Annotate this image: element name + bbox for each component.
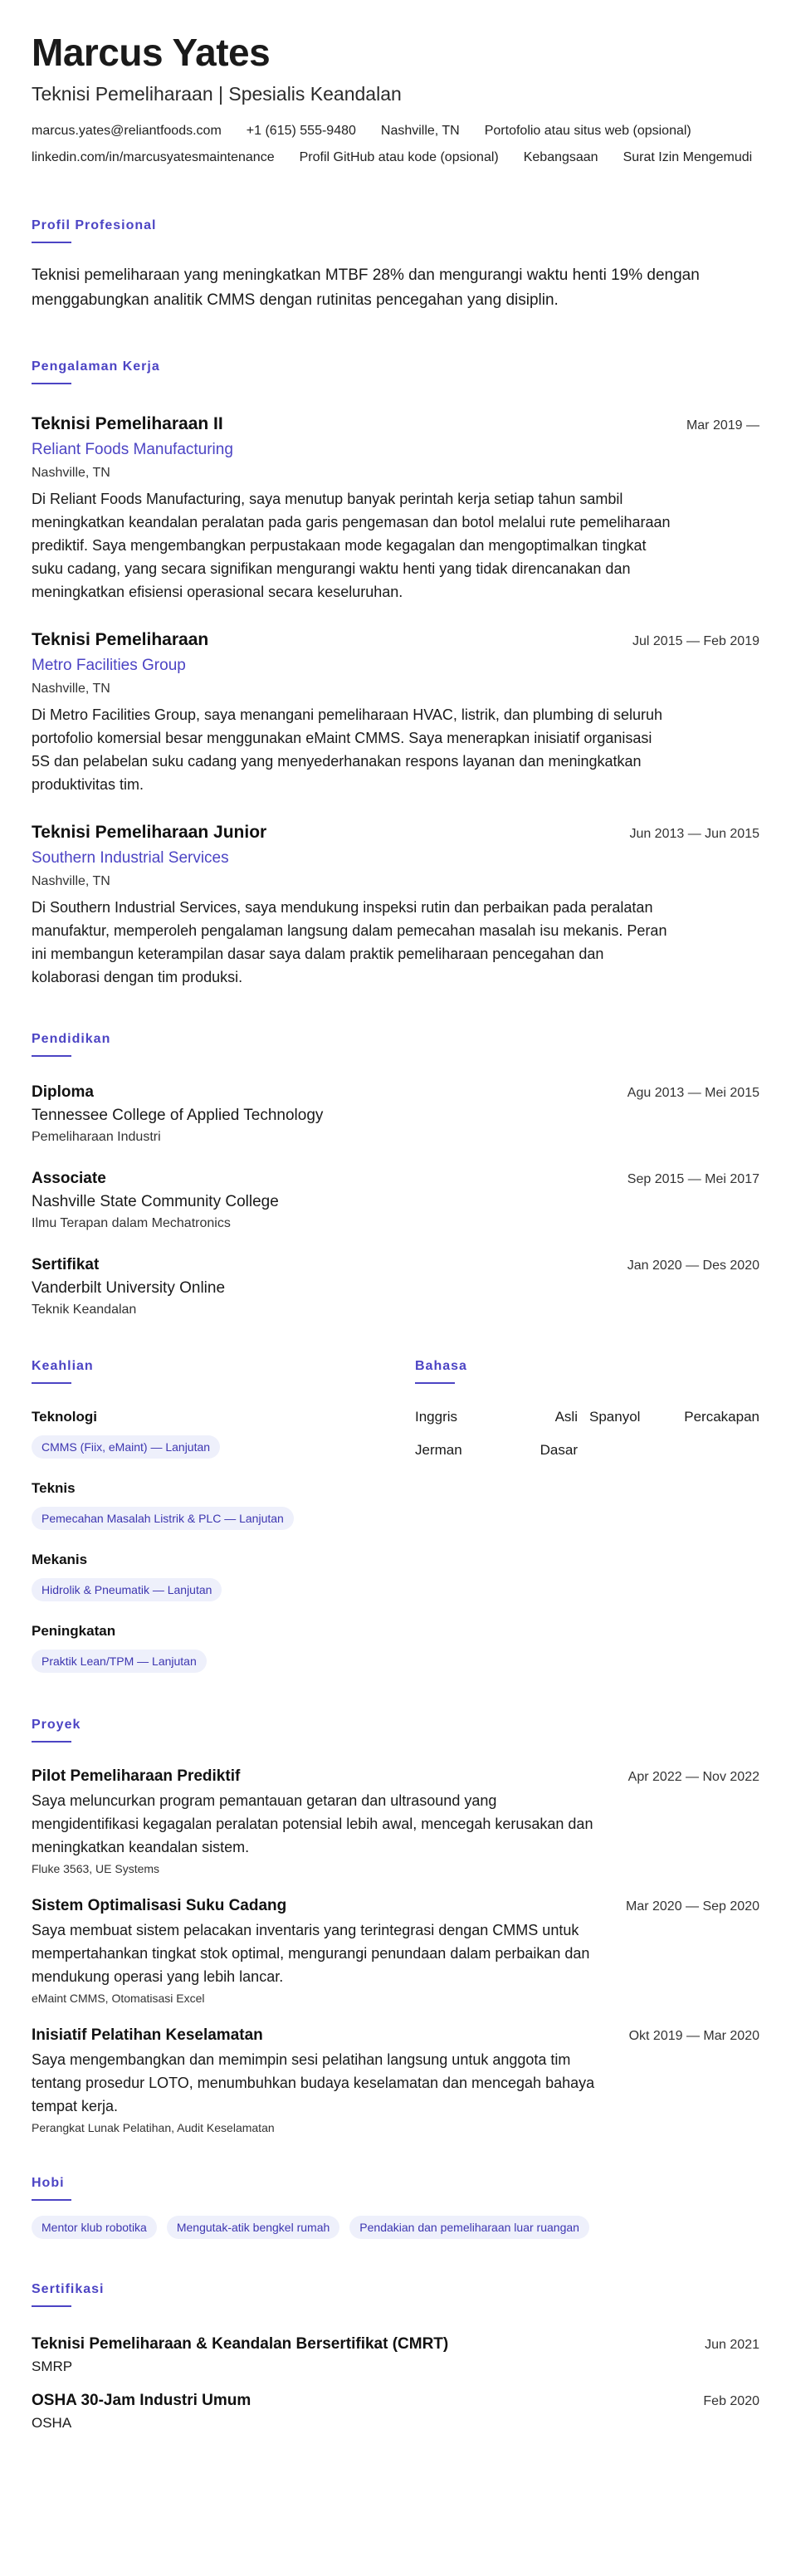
education-field: Ilmu Terapan dalam Mechatronics [32,1216,231,1230]
job-description: Di Reliant Foods Manufacturing, saya menutup banyak perintah kerja setiap tahun sambil meningkatkan keandalan peralatan pada garis pengemasan dan botol melalui rute pemeliharaan prediktif. Saya mengembangkan perpustakaan mode kegagalan dan mengoptimalkan tingkat suku cadang, yang secara signifikan mengurangi waktu henti yang tidak direncanakan dan meningkatkan efisiensi operasional secara keseluruhan. [32,491,671,600]
contact-linkedin[interactable]: linkedin.com/in/marcusyatesmaintenance [32,150,275,164]
job-company: Southern Industrial Services [32,849,229,867]
hobby-pill: Mengutak-atik bengkel rumah [167,2216,339,2239]
job-date: Jun 2013 — Jun 2015 [629,827,759,841]
education-field: Pemeliharaan Industri [32,1130,161,1144]
section-divider [32,1741,71,1743]
language-level: Asli [554,1409,578,1425]
skill-group [32,1552,415,1601]
language-name: Spanyol [589,1409,641,1425]
contact-location: Nashville, TN [380,124,460,138]
experience-entry [32,414,759,604]
education-entry [32,1256,759,1317]
skill-pill: Praktik Lean/TPM — Lanjutan [32,1650,207,1673]
job-title: Teknisi Pemeliharaan II [32,414,223,433]
job-location: Nashville, TN [32,874,110,888]
skills-languages-row [32,1317,759,1673]
education-date: Agu 2013 — Mei 2015 [627,1086,759,1100]
language-list [415,1409,759,1459]
job-title: Teknisi Pemeliharaan Junior [32,823,267,842]
skill-group [32,1480,415,1530]
section-divider [32,2199,71,2201]
education-institution: Tennessee College of Applied Technology [32,1107,324,1124]
project-description: Saya meluncurkan program pemantauan getaran dan ultrasound yang mengidentifikasi kegagalan peralatan potensial lebih awal, mencegah kerusakan dan meningkatkan keandalan sistem. [32,1792,593,1855]
language-name: Jerman [415,1442,462,1458]
certification-date: Jun 2021 [705,2338,759,2352]
certification-date: Feb 2020 [703,2394,759,2408]
hobby-pill: Mentor klub robotika [32,2216,157,2239]
project-description: Saya membuat sistem pelacakan inventaris yang terintegrasi dengan CMMS untuk mempertahankan tingkat stok optimal, mengurangi penundaan dalam perbaikan dan mendukung operasi yang lebih lancar. [32,1922,590,1985]
job-title: Teknisi Pemeliharaan [32,630,209,649]
job-date: Jul 2015 — Feb 2019 [632,634,759,648]
skill-category: Teknis [32,1480,76,1496]
contact-driving-license: Surat Izin Mengemudi [623,150,753,164]
education-date: Jan 2020 — Des 2020 [627,1259,759,1273]
contact-github[interactable]: Profil GitHub atau kode (opsional) [299,150,499,164]
section-title-education: Pendidikan [32,1032,111,1046]
section-title-hobbies: Hobi [32,2176,65,2190]
project-tools: Perangkat Lunak Pelatihan, Audit Keselamatan [32,2121,275,2134]
education-degree: Sertifikat [32,1256,100,1273]
project-tools: eMaint CMMS, Otomatisasi Excel [32,1992,205,2005]
job-location: Nashville, TN [32,682,110,696]
education-entry [32,1083,759,1145]
section-title-certifications: Sertifikasi [32,2282,105,2296]
section-divider [32,383,71,384]
skill-pill: Hidrolik & Pneumatik — Lanjutan [32,1578,222,1601]
candidate-name: Marcus Yates [32,31,271,74]
job-location: Nashville, TN [32,466,110,480]
education-field: Teknik Keandalan [32,1303,137,1317]
contact-nationality: Kebangsaan [523,150,598,164]
education-institution: Vanderbilt University Online [32,1279,226,1297]
section-title-projects: Proyek [32,1718,81,1732]
project-date: Apr 2022 — Nov 2022 [627,1770,759,1784]
section-divider [32,1382,71,1384]
section-title-profile: Profil Profesional [32,218,157,232]
skill-pill: CMMS (Fiix, eMaint) — Lanjutan [32,1435,220,1459]
project-entry [32,1767,759,1875]
project-date: Okt 2019 — Mar 2020 [628,2029,759,2043]
project-entry [32,1897,759,2005]
contact-phone[interactable]: +1 (615) 555-9480 [246,124,356,138]
section-divider [32,242,71,243]
section-divider [415,1382,455,1384]
hobby-pill: Pendakian dan pemeliharaan luar ruangan [349,2216,589,2239]
job-company: Metro Facilities Group [32,657,186,674]
skills-column [32,1317,415,1673]
education-entry [32,1170,759,1231]
education-date: Sep 2015 — Mei 2017 [627,1172,759,1186]
language-name: Inggris [415,1409,458,1425]
language-level: Percakapan [684,1409,759,1425]
job-company: Reliant Foods Manufacturing [32,441,233,458]
certification-issuer: OSHA [32,2415,72,2431]
languages-column [415,1317,759,1673]
project-name: Sistem Optimalisasi Suku Cadang [32,1897,287,1914]
candidate-headline: Teknisi Pemeliharaan | Spesialis Keandalan [32,83,402,105]
contact-portfolio[interactable]: Portofolio atau situs web (opsional) [484,124,691,138]
job-date: Mar 2019 — [686,418,759,433]
section-title-languages: Bahasa [415,1359,467,1373]
skill-group [32,1409,415,1459]
hobby-list [32,2216,759,2239]
job-description: Di Metro Facilities Group, saya menangani pemeliharaan HVAC, listrik, dan plumbing di seluruh portofolio komersial besar menggunakan eMaint CMMS. Saya menerapkan inisiatif organisasi 5S dan pelabelan suku cadang yang menyederhanakan respons layanan dan meningkatkan produktivitas tim. [32,706,663,793]
skill-pill: Pemecahan Masalah Listrik & PLC — Lanjutan [32,1507,294,1530]
project-name: Inisiatif Pelatihan Keselamatan [32,2026,263,2044]
skill-category: Teknologi [32,1409,98,1425]
certification-entry [32,2392,759,2432]
section-divider [32,1055,71,1057]
skill-category: Peningkatan [32,1623,116,1639]
certification-issuer: SMRP [32,2358,73,2374]
project-entry [32,2026,759,2134]
education-institution: Nashville State Community College [32,1193,279,1210]
certification-name: Teknisi Pemeliharaan & Keandalan Bersertifikat (CMRT) [32,2335,449,2353]
language-level: Dasar [540,1442,578,1458]
experience-entry [32,630,759,796]
section-divider [32,2305,71,2307]
project-description: Saya mengembangkan dan memimpin sesi pelatihan langsung untuk anggota tim tentang prosedur LOTO, menumbuhkan budaya keselamatan dan mencegah bahaya tempat kerja. [32,2051,595,2114]
education-degree: Diploma [32,1083,94,1101]
profile-summary: Teknisi pemeliharaan yang meningkatkan MTBF 28% dan mengurangi waktu henti 19% dengan menggabungkan analitik CMMS dengan rutinitas pencegahan yang disiplin. [32,266,700,309]
skill-category: Mekanis [32,1552,88,1567]
project-tools: Fluke 3563, UE Systems [32,1862,160,1875]
section-title-experience: Pengalaman Kerja [32,359,160,374]
contact-email[interactable]: marcus.yates@reliantfoods.com [32,124,222,138]
certification-name: OSHA 30-Jam Industri Umum [32,2392,251,2409]
project-date: Mar 2020 — Sep 2020 [626,1899,759,1914]
certification-entry [32,2335,759,2375]
project-name: Pilot Pemeliharaan Prediktif [32,1767,241,1785]
skill-group [32,1623,415,1673]
contact-list [32,124,759,165]
job-description: Di Southern Industrial Services, saya mendukung inspeksi rutin dan perbaikan pada peralatan manufaktur, memperoleh pengalaman langsung dalam pemecahan masalah isu mekanis. Peran ini membangun keterampilan dasar saya dalam praktik pemeliharaan pencegahan dan kolaborasi dengan tim produksi. [32,899,667,985]
experience-entry [32,823,759,989]
section-title-skills: Keahlian [32,1359,94,1373]
education-degree: Associate [32,1170,106,1187]
